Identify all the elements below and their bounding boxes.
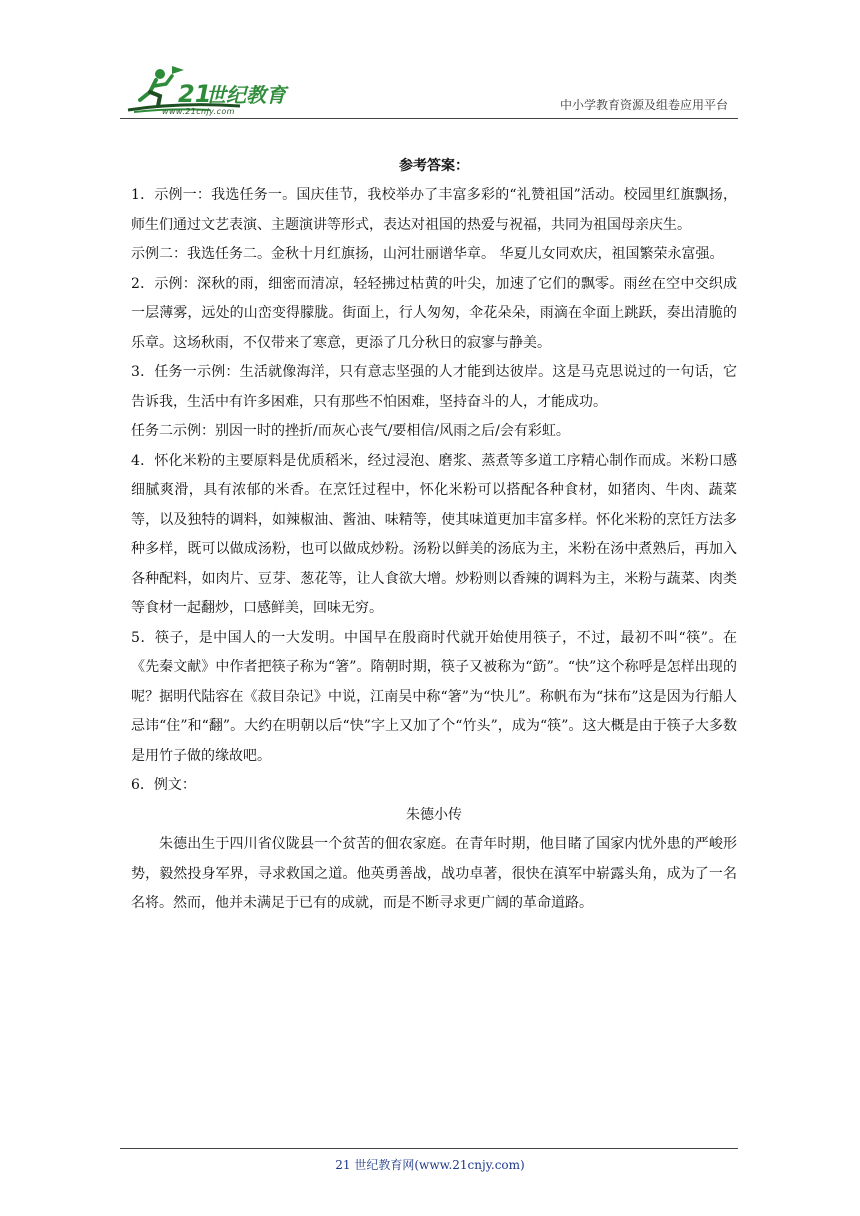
answer-6-label: 6．例文： [131,777,196,793]
footer-divider [120,1148,738,1149]
answers-heading: 参考答案： [399,158,469,174]
page-header [120,62,740,120]
essay-paragraph: 朱德出生于四川省仪陇县一个贫苦的佃农家庭。在青年时期，他目睹了国家内忧外患的严峻形势，毅然投身军界，寻求救国之道。他英勇善战，战功卓著，很快在滇军中崭露头角，成为了一名名将。然而，他并未满足于已有的成就，而是不断寻求更广阔的革命道路。 [131,836,737,911]
platform-name: 中小学教育资源及组卷应用平台 [559,98,728,112]
answer-3-task-1: 3．任务一示例：生活就像海洋，只有意志坚强的人才能到达彼岸。这是马克思说过的一句话，它告诉我，生活中有许多困难，只有那些不怕困难，坚持奋斗的人，才能成功。 [131,364,737,410]
header-divider [120,118,738,119]
svg-text:世纪教育: 世纪教育 [206,83,286,107]
footer-text: 21 世纪教育网(www.21cnjy.com) [335,1158,525,1172]
answer-4: 4．怀化米粉的主要原料是优质稻米，经过浸泡、磨浆、蒸煮等多道工序精心制作而成。米粉口感细腻爽滑，具有浓郁的米香。在烹饪过程中，怀化米粉可以搭配各种食材，如猪肉、牛肉、蔬菜等，以及独特的调料，如辣椒油、酱油、味精等，使其味道更加丰富多样。怀化米粉的烹饪方法多种多样，既可以做成汤粉，也可以做成炒粉。汤粉以鲜美的汤底为主，米粉在汤中煮熟后，再加入各种配料，如肉片、豆芽、葱花等，让人食欲大增。炒粉则以香辣的调料为主，米粉与蔬菜、肉类等食材一起翻炒，口感鲜美，回味无穷。 [131,452,737,616]
answer-3-task-2: 任务二示例：别因一时的挫折/而灰心丧气/要相信/风雨之后/会有彩虹。 [131,423,570,439]
essay-title: 朱德小传 [406,806,462,823]
svg-text:21: 21 [178,80,212,108]
answer-2: 2．示例：深秋的雨，细密而清凉，轻轻拂过枯黄的叶尖，加速了它们的飘零。雨丝在空中交织成一层薄雾，远处的山峦变得朦胧。街面上，行人匆匆，伞花朵朵，雨滴在伞面上跳跃，奏出清脆的乐章。这场秋雨，不仅带来了寒意，更添了几分秋日的寂寥与静美。 [131,275,737,351]
logo-url: www.21cnjy.com [162,107,235,116]
answer-1-example-2: 示例二：我选任务二。金秋十月红旗扬，山河壮丽谱华章。 华夏儿女同欢庆，祖国繁荣永富强。 [131,246,724,262]
answer-1-example-1: 1．示例一：我选任务一。国庆佳节，我校举办了丰富多彩的“礼赞祖国”活动。校园里红旗飘扬，师生们通过文艺表演、主题演讲等形式，表达对祖国的热爱与祝福，共同为祖国母亲庆生。 [131,187,737,233]
document-body [131,152,737,919]
answer-5: 5．筷子，是中国人的一大发明。中国早在殷商时代就开始使用筷子，不过，最初不叫“筷”。在《先秦文献》中作者把筷子称为“箸”。隋朝时期，筷子又被称为“筯”。“快”这个称呼是怎样出现的呢？据明代陆容在《菽目杂记》中说，江南吴中称“箸”为“快儿”。称帆布为“抹布”这是因为行船人忌讳“住”和“翻”。大约在明朝以后“快”字上又加了个“竹头”，成为“筷”。这大概是由于筷子大多数是用竹子做的缘故吧。 [131,629,737,764]
logo [120,62,320,118]
